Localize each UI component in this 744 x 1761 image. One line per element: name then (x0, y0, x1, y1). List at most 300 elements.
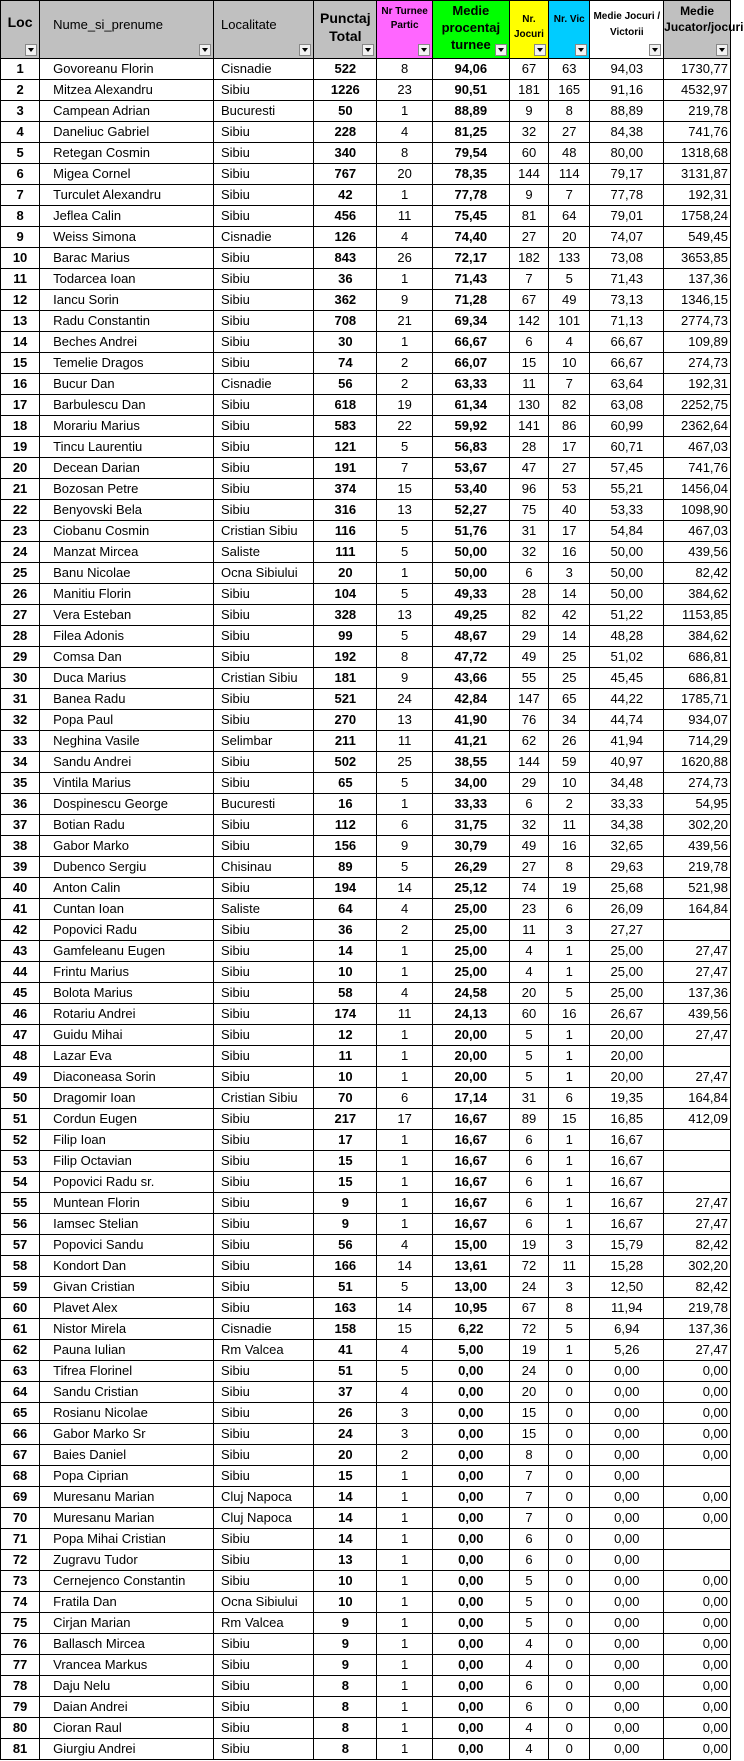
cell-medie-jv[interactable]: 0,00 (590, 1529, 664, 1550)
cell-loc[interactable]: 10 (1, 248, 40, 269)
cell-victorii[interactable]: 0 (549, 1508, 590, 1529)
cell-punctaj[interactable]: 15 (314, 1466, 377, 1487)
cell-loc[interactable]: 3 (1, 101, 40, 122)
cell-medie-procentaj[interactable]: 78,35 (432, 164, 509, 185)
cell-medie-jucator[interactable]: 274,73 (664, 353, 731, 374)
cell-punctaj[interactable]: 111 (314, 542, 377, 563)
cell-medie-jucator[interactable]: 109,89 (664, 332, 731, 353)
cell-medie-jv[interactable]: 16,67 (590, 1214, 664, 1235)
cell-medie-jv[interactable]: 0,00 (590, 1613, 664, 1634)
cell-medie-procentaj[interactable]: 49,33 (432, 584, 509, 605)
cell-medie-jv[interactable]: 0,00 (590, 1697, 664, 1718)
cell-medie-jucator[interactable]: 27,47 (664, 1340, 731, 1361)
cell-medie-jucator[interactable]: 0,00 (664, 1361, 731, 1382)
cell-localitate[interactable]: Sibiu (214, 920, 314, 941)
cell-punctaj[interactable]: 41 (314, 1340, 377, 1361)
cell-jocuri[interactable]: 9 (509, 185, 548, 206)
cell-turnee[interactable]: 1 (377, 1466, 432, 1487)
cell-medie-procentaj[interactable]: 16,67 (432, 1130, 509, 1151)
cell-loc[interactable]: 27 (1, 605, 40, 626)
cell-turnee[interactable]: 1 (377, 1067, 432, 1088)
cell-punctaj[interactable]: 362 (314, 290, 377, 311)
cell-loc[interactable]: 8 (1, 206, 40, 227)
cell-turnee[interactable]: 1 (377, 563, 432, 584)
cell-victorii[interactable]: 17 (549, 437, 590, 458)
cell-medie-jv[interactable]: 0,00 (590, 1718, 664, 1739)
cell-jocuri[interactable]: 74 (509, 878, 548, 899)
cell-punctaj[interactable]: 116 (314, 521, 377, 542)
cell-victorii[interactable]: 16 (549, 1004, 590, 1025)
cell-jocuri[interactable]: 5 (509, 1613, 548, 1634)
cell-medie-procentaj[interactable]: 59,92 (432, 416, 509, 437)
cell-medie-jv[interactable]: 6,94 (590, 1319, 664, 1340)
cell-medie-jucator[interactable]: 54,95 (664, 794, 731, 815)
cell-loc[interactable]: 78 (1, 1676, 40, 1697)
cell-jocuri[interactable]: 4 (509, 941, 548, 962)
cell-loc[interactable]: 61 (1, 1319, 40, 1340)
cell-turnee[interactable]: 7 (377, 458, 432, 479)
cell-medie-jucator[interactable]: 302,20 (664, 1256, 731, 1277)
cell-medie-jv[interactable]: 55,21 (590, 479, 664, 500)
cell-localitate[interactable]: Rm Valcea (214, 1340, 314, 1361)
cell-turnee[interactable]: 5 (377, 542, 432, 563)
cell-medie-jucator[interactable]: 0,00 (664, 1508, 731, 1529)
cell-name[interactable]: Diaconeasa Sorin (40, 1067, 214, 1088)
cell-jocuri[interactable]: 19 (509, 1340, 548, 1361)
cell-medie-jucator[interactable] (664, 1172, 731, 1193)
cell-jocuri[interactable]: 147 (509, 689, 548, 710)
cell-medie-jv[interactable]: 51,22 (590, 605, 664, 626)
cell-medie-procentaj[interactable]: 13,00 (432, 1277, 509, 1298)
cell-medie-jucator[interactable]: 549,45 (664, 227, 731, 248)
cell-victorii[interactable]: 4 (549, 332, 590, 353)
cell-medie-procentaj[interactable]: 79,54 (432, 143, 509, 164)
cell-name[interactable]: Barbulescu Dan (40, 395, 214, 416)
cell-medie-jucator[interactable]: 4532,97 (664, 80, 731, 101)
cell-loc[interactable]: 68 (1, 1466, 40, 1487)
cell-turnee[interactable]: 1 (377, 962, 432, 983)
cell-medie-jv[interactable]: 29,63 (590, 857, 664, 878)
cell-jocuri[interactable]: 32 (509, 542, 548, 563)
cell-medie-jucator[interactable]: 0,00 (664, 1424, 731, 1445)
cell-victorii[interactable]: 2 (549, 794, 590, 815)
cell-medie-jucator[interactable] (664, 1046, 731, 1067)
cell-medie-procentaj[interactable]: 47,72 (432, 647, 509, 668)
cell-loc[interactable]: 67 (1, 1445, 40, 1466)
cell-medie-jucator[interactable]: 137,36 (664, 1319, 731, 1340)
filter-dropdown-icon[interactable] (299, 44, 311, 56)
cell-medie-procentaj[interactable]: 41,21 (432, 731, 509, 752)
cell-turnee[interactable]: 1 (377, 1193, 432, 1214)
cell-loc[interactable]: 40 (1, 878, 40, 899)
cell-turnee[interactable]: 13 (377, 710, 432, 731)
cell-jocuri[interactable]: 29 (509, 773, 548, 794)
cell-victorii[interactable]: 3 (549, 563, 590, 584)
cell-turnee[interactable]: 15 (377, 479, 432, 500)
cell-turnee[interactable]: 8 (377, 59, 432, 80)
cell-name[interactable]: Sandu Cristian (40, 1382, 214, 1403)
cell-medie-jv[interactable]: 60,99 (590, 416, 664, 437)
cell-victorii[interactable]: 8 (549, 857, 590, 878)
cell-loc[interactable]: 64 (1, 1382, 40, 1403)
cell-medie-procentaj[interactable]: 52,27 (432, 500, 509, 521)
cell-turnee[interactable]: 17 (377, 1109, 432, 1130)
cell-punctaj[interactable]: 15 (314, 1172, 377, 1193)
cell-name[interactable]: Retegan Cosmin (40, 143, 214, 164)
cell-jocuri[interactable]: 24 (509, 1277, 548, 1298)
cell-punctaj[interactable]: 8 (314, 1739, 377, 1760)
cell-localitate[interactable]: Sibiu (214, 1235, 314, 1256)
cell-name[interactable]: Baies Daniel (40, 1445, 214, 1466)
cell-turnee[interactable]: 1 (377, 1676, 432, 1697)
cell-punctaj[interactable]: 14 (314, 1508, 377, 1529)
cell-medie-jv[interactable]: 25,00 (590, 983, 664, 1004)
cell-localitate[interactable]: Sibiu (214, 1046, 314, 1067)
cell-victorii[interactable]: 64 (549, 206, 590, 227)
cell-medie-jv[interactable]: 73,13 (590, 290, 664, 311)
cell-medie-jucator[interactable]: 3131,87 (664, 164, 731, 185)
cell-localitate[interactable]: Sibiu (214, 500, 314, 521)
cell-jocuri[interactable]: 181 (509, 80, 548, 101)
cell-punctaj[interactable]: 65 (314, 773, 377, 794)
cell-victorii[interactable]: 63 (549, 59, 590, 80)
cell-medie-procentaj[interactable]: 48,67 (432, 626, 509, 647)
cell-loc[interactable]: 80 (1, 1718, 40, 1739)
cell-medie-jv[interactable]: 84,38 (590, 122, 664, 143)
cell-turnee[interactable]: 3 (377, 1403, 432, 1424)
cell-localitate[interactable]: Sibiu (214, 1109, 314, 1130)
cell-punctaj[interactable]: 64 (314, 899, 377, 920)
cell-punctaj[interactable]: 51 (314, 1361, 377, 1382)
cell-medie-procentaj[interactable]: 16,67 (432, 1151, 509, 1172)
cell-jocuri[interactable]: 49 (509, 647, 548, 668)
cell-name[interactable]: Cordun Eugen (40, 1109, 214, 1130)
cell-victorii[interactable]: 10 (549, 773, 590, 794)
cell-loc[interactable]: 54 (1, 1172, 40, 1193)
cell-localitate[interactable]: Sibiu (214, 1403, 314, 1424)
cell-loc[interactable]: 23 (1, 521, 40, 542)
cell-medie-procentaj[interactable]: 75,45 (432, 206, 509, 227)
cell-medie-jv[interactable]: 12,50 (590, 1277, 664, 1298)
cell-punctaj[interactable]: 9 (314, 1613, 377, 1634)
cell-localitate[interactable]: Sibiu (214, 143, 314, 164)
cell-punctaj[interactable]: 10 (314, 962, 377, 983)
cell-medie-jucator[interactable]: 439,56 (664, 1004, 731, 1025)
cell-jocuri[interactable]: 130 (509, 395, 548, 416)
cell-loc[interactable]: 73 (1, 1571, 40, 1592)
cell-loc[interactable]: 65 (1, 1403, 40, 1424)
cell-punctaj[interactable]: 36 (314, 920, 377, 941)
cell-medie-procentaj[interactable]: 0,00 (432, 1550, 509, 1571)
cell-punctaj[interactable]: 522 (314, 59, 377, 80)
cell-victorii[interactable]: 165 (549, 80, 590, 101)
cell-loc[interactable]: 56 (1, 1214, 40, 1235)
cell-medie-procentaj[interactable]: 0,00 (432, 1655, 509, 1676)
cell-medie-procentaj[interactable]: 16,67 (432, 1214, 509, 1235)
cell-punctaj[interactable]: 166 (314, 1256, 377, 1277)
cell-medie-jv[interactable]: 15,28 (590, 1256, 664, 1277)
cell-medie-jv[interactable]: 53,33 (590, 500, 664, 521)
cell-localitate[interactable]: Sibiu (214, 1214, 314, 1235)
cell-localitate[interactable]: Bucuresti (214, 794, 314, 815)
cell-loc[interactable]: 44 (1, 962, 40, 983)
cell-medie-jv[interactable]: 0,00 (590, 1571, 664, 1592)
cell-turnee[interactable]: 1 (377, 1613, 432, 1634)
cell-medie-procentaj[interactable]: 25,00 (432, 962, 509, 983)
cell-loc[interactable]: 45 (1, 983, 40, 1004)
cell-medie-jv[interactable]: 94,03 (590, 59, 664, 80)
cell-punctaj[interactable]: 112 (314, 815, 377, 836)
cell-name[interactable]: Todarcea Ioan (40, 269, 214, 290)
cell-loc[interactable]: 42 (1, 920, 40, 941)
cell-medie-procentaj[interactable]: 88,89 (432, 101, 509, 122)
cell-localitate[interactable]: Sibiu (214, 185, 314, 206)
cell-localitate[interactable]: Sibiu (214, 773, 314, 794)
cell-victorii[interactable]: 65 (549, 689, 590, 710)
cell-localitate[interactable]: Sibiu (214, 941, 314, 962)
cell-name[interactable]: Decean Darian (40, 458, 214, 479)
cell-victorii[interactable]: 48 (549, 143, 590, 164)
cell-localitate[interactable]: Sibiu (214, 164, 314, 185)
cell-name[interactable]: Vera Esteban (40, 605, 214, 626)
cell-jocuri[interactable]: 5 (509, 1067, 548, 1088)
cell-medie-jv[interactable]: 41,94 (590, 731, 664, 752)
cell-loc[interactable]: 21 (1, 479, 40, 500)
cell-medie-jv[interactable]: 20,00 (590, 1067, 664, 1088)
cell-medie-jucator[interactable]: 439,56 (664, 542, 731, 563)
cell-localitate[interactable]: Sibiu (214, 437, 314, 458)
cell-name[interactable]: Barac Marius (40, 248, 214, 269)
cell-victorii[interactable]: 27 (549, 458, 590, 479)
cell-loc[interactable]: 77 (1, 1655, 40, 1676)
cell-medie-jucator[interactable]: 686,81 (664, 647, 731, 668)
cell-name[interactable]: Gabor Marko (40, 836, 214, 857)
cell-turnee[interactable]: 4 (377, 899, 432, 920)
cell-medie-procentaj[interactable]: 41,90 (432, 710, 509, 731)
cell-victorii[interactable]: 0 (549, 1592, 590, 1613)
cell-punctaj[interactable]: 8 (314, 1718, 377, 1739)
cell-medie-jv[interactable]: 5,26 (590, 1340, 664, 1361)
cell-localitate[interactable]: Sibiu (214, 1676, 314, 1697)
cell-name[interactable]: Filip Octavian (40, 1151, 214, 1172)
cell-medie-procentaj[interactable]: 20,00 (432, 1046, 509, 1067)
cell-name[interactable]: Manitiu Florin (40, 584, 214, 605)
cell-turnee[interactable]: 5 (377, 1277, 432, 1298)
cell-punctaj[interactable]: 12 (314, 1025, 377, 1046)
cell-loc[interactable]: 9 (1, 227, 40, 248)
cell-victorii[interactable]: 1 (549, 962, 590, 983)
cell-victorii[interactable]: 25 (549, 668, 590, 689)
cell-loc[interactable]: 51 (1, 1109, 40, 1130)
cell-medie-procentaj[interactable]: 74,40 (432, 227, 509, 248)
cell-localitate[interactable]: Sibiu (214, 1424, 314, 1445)
cell-medie-procentaj[interactable]: 43,66 (432, 668, 509, 689)
cell-medie-jv[interactable]: 0,00 (590, 1634, 664, 1655)
cell-name[interactable]: Daneliuc Gabriel (40, 122, 214, 143)
cell-turnee[interactable]: 20 (377, 164, 432, 185)
cell-turnee[interactable]: 11 (377, 731, 432, 752)
cell-localitate[interactable]: Sibiu (214, 752, 314, 773)
cell-medie-jv[interactable]: 71,43 (590, 269, 664, 290)
cell-jocuri[interactable]: 8 (509, 1445, 548, 1466)
cell-localitate[interactable]: Chisinau (214, 857, 314, 878)
cell-name[interactable]: Kondort Dan (40, 1256, 214, 1277)
cell-jocuri[interactable]: 6 (509, 1172, 548, 1193)
cell-loc[interactable]: 30 (1, 668, 40, 689)
cell-punctaj[interactable]: 1226 (314, 80, 377, 101)
cell-victorii[interactable]: 8 (549, 101, 590, 122)
cell-medie-procentaj[interactable]: 0,00 (432, 1592, 509, 1613)
cell-turnee[interactable]: 2 (377, 920, 432, 941)
cell-loc[interactable]: 39 (1, 857, 40, 878)
cell-jocuri[interactable]: 67 (509, 59, 548, 80)
cell-jocuri[interactable]: 76 (509, 710, 548, 731)
cell-victorii[interactable]: 1 (549, 1172, 590, 1193)
cell-medie-procentaj[interactable]: 0,00 (432, 1487, 509, 1508)
cell-victorii[interactable]: 11 (549, 1256, 590, 1277)
cell-turnee[interactable]: 9 (377, 668, 432, 689)
cell-localitate[interactable]: Sibiu (214, 1256, 314, 1277)
cell-name[interactable]: Cuntan Ioan (40, 899, 214, 920)
cell-victorii[interactable]: 16 (549, 542, 590, 563)
cell-turnee[interactable]: 1 (377, 1130, 432, 1151)
cell-medie-jv[interactable]: 0,00 (590, 1382, 664, 1403)
cell-medie-procentaj[interactable]: 53,67 (432, 458, 509, 479)
cell-medie-procentaj[interactable]: 6,22 (432, 1319, 509, 1340)
cell-punctaj[interactable]: 13 (314, 1550, 377, 1571)
cell-turnee[interactable]: 11 (377, 1004, 432, 1025)
cell-medie-jucator[interactable]: 741,76 (664, 122, 731, 143)
cell-victorii[interactable]: 0 (549, 1445, 590, 1466)
cell-name[interactable]: Manzat Mircea (40, 542, 214, 563)
cell-medie-jucator[interactable]: 0,00 (664, 1403, 731, 1424)
cell-punctaj[interactable]: 74 (314, 353, 377, 374)
cell-name[interactable]: Anton Calin (40, 878, 214, 899)
cell-localitate[interactable]: Sibiu (214, 1466, 314, 1487)
cell-loc[interactable]: 52 (1, 1130, 40, 1151)
cell-loc[interactable]: 75 (1, 1613, 40, 1634)
cell-punctaj[interactable]: 708 (314, 311, 377, 332)
cell-medie-jucator[interactable]: 467,03 (664, 521, 731, 542)
cell-medie-jv[interactable]: 34,48 (590, 773, 664, 794)
cell-punctaj[interactable]: 192 (314, 647, 377, 668)
cell-jocuri[interactable]: 23 (509, 899, 548, 920)
cell-victorii[interactable]: 15 (549, 1109, 590, 1130)
cell-localitate[interactable]: Selimbar (214, 731, 314, 752)
cell-turnee[interactable]: 2 (377, 353, 432, 374)
cell-punctaj[interactable]: 121 (314, 437, 377, 458)
cell-punctaj[interactable]: 191 (314, 458, 377, 479)
cell-medie-jucator[interactable]: 0,00 (664, 1445, 731, 1466)
cell-name[interactable]: Temelie Dragos (40, 353, 214, 374)
cell-medie-jv[interactable]: 63,64 (590, 374, 664, 395)
cell-name[interactable]: Tincu Laurentiu (40, 437, 214, 458)
cell-medie-procentaj[interactable]: 24,58 (432, 983, 509, 1004)
cell-turnee[interactable]: 4 (377, 983, 432, 1004)
cell-medie-procentaj[interactable]: 42,84 (432, 689, 509, 710)
cell-loc[interactable]: 32 (1, 710, 40, 731)
cell-turnee[interactable]: 1 (377, 1718, 432, 1739)
cell-medie-jv[interactable]: 16,85 (590, 1109, 664, 1130)
cell-localitate[interactable]: Bucuresti (214, 101, 314, 122)
cell-loc[interactable]: 43 (1, 941, 40, 962)
cell-localitate[interactable]: Sibiu (214, 311, 314, 332)
cell-medie-procentaj[interactable]: 25,12 (432, 878, 509, 899)
cell-name[interactable]: Guidu Mihai (40, 1025, 214, 1046)
cell-jocuri[interactable]: 29 (509, 626, 548, 647)
cell-victorii[interactable]: 19 (549, 878, 590, 899)
cell-medie-procentaj[interactable]: 66,67 (432, 332, 509, 353)
cell-medie-jv[interactable]: 44,74 (590, 710, 664, 731)
cell-localitate[interactable]: Cisnadie (214, 59, 314, 80)
cell-punctaj[interactable]: 181 (314, 668, 377, 689)
cell-turnee[interactable]: 3 (377, 1424, 432, 1445)
cell-punctaj[interactable]: 11 (314, 1046, 377, 1067)
cell-victorii[interactable]: 3 (549, 1235, 590, 1256)
cell-medie-jucator[interactable] (664, 1529, 731, 1550)
cell-localitate[interactable]: Sibiu (214, 1529, 314, 1550)
cell-medie-jv[interactable]: 0,00 (590, 1445, 664, 1466)
cell-medie-jucator[interactable] (664, 920, 731, 941)
cell-victorii[interactable]: 27 (549, 122, 590, 143)
cell-name[interactable]: Cernejenco Constantin (40, 1571, 214, 1592)
cell-loc[interactable]: 24 (1, 542, 40, 563)
cell-turnee[interactable]: 5 (377, 626, 432, 647)
cell-victorii[interactable]: 59 (549, 752, 590, 773)
cell-name[interactable]: Iancu Sorin (40, 290, 214, 311)
cell-localitate[interactable]: Sibiu (214, 710, 314, 731)
cell-medie-jv[interactable]: 0,00 (590, 1739, 664, 1760)
cell-localitate[interactable]: Sibiu (214, 1739, 314, 1760)
cell-name[interactable]: Bolota Marius (40, 983, 214, 1004)
cell-jocuri[interactable]: 7 (509, 1487, 548, 1508)
cell-jocuri[interactable]: 47 (509, 458, 548, 479)
cell-medie-jucator[interactable]: 1456,04 (664, 479, 731, 500)
cell-medie-jucator[interactable]: 384,62 (664, 626, 731, 647)
cell-localitate[interactable]: Sibiu (214, 1445, 314, 1466)
cell-jocuri[interactable]: 67 (509, 290, 548, 311)
cell-turnee[interactable]: 1 (377, 1025, 432, 1046)
filter-dropdown-icon[interactable] (649, 44, 661, 56)
cell-jocuri[interactable]: 15 (509, 353, 548, 374)
cell-loc[interactable]: 25 (1, 563, 40, 584)
cell-medie-jv[interactable]: 45,45 (590, 668, 664, 689)
cell-turnee[interactable]: 1 (377, 1739, 432, 1760)
cell-medie-jv[interactable]: 32,65 (590, 836, 664, 857)
cell-loc[interactable]: 59 (1, 1277, 40, 1298)
cell-localitate[interactable]: Sibiu (214, 353, 314, 374)
cell-localitate[interactable]: Cisnadie (214, 227, 314, 248)
cell-localitate[interactable]: Sibiu (214, 1277, 314, 1298)
cell-punctaj[interactable]: 50 (314, 101, 377, 122)
cell-medie-procentaj[interactable]: 0,00 (432, 1466, 509, 1487)
cell-localitate[interactable]: Sibiu (214, 1298, 314, 1319)
cell-loc[interactable]: 29 (1, 647, 40, 668)
cell-name[interactable]: Daju Nelu (40, 1676, 214, 1697)
filter-dropdown-icon[interactable] (534, 44, 546, 56)
cell-localitate[interactable]: Sibiu (214, 80, 314, 101)
cell-medie-jv[interactable]: 11,94 (590, 1298, 664, 1319)
cell-jocuri[interactable]: 5 (509, 1046, 548, 1067)
cell-name[interactable]: Neghina Vasile (40, 731, 214, 752)
cell-name[interactable]: Duca Marius (40, 668, 214, 689)
cell-medie-jucator[interactable]: 1620,88 (664, 752, 731, 773)
cell-localitate[interactable]: Sibiu (214, 1004, 314, 1025)
cell-turnee[interactable]: 4 (377, 122, 432, 143)
cell-jocuri[interactable]: 28 (509, 437, 548, 458)
cell-medie-jucator[interactable]: 412,09 (664, 1109, 731, 1130)
cell-medie-jucator[interactable]: 27,47 (664, 1067, 731, 1088)
